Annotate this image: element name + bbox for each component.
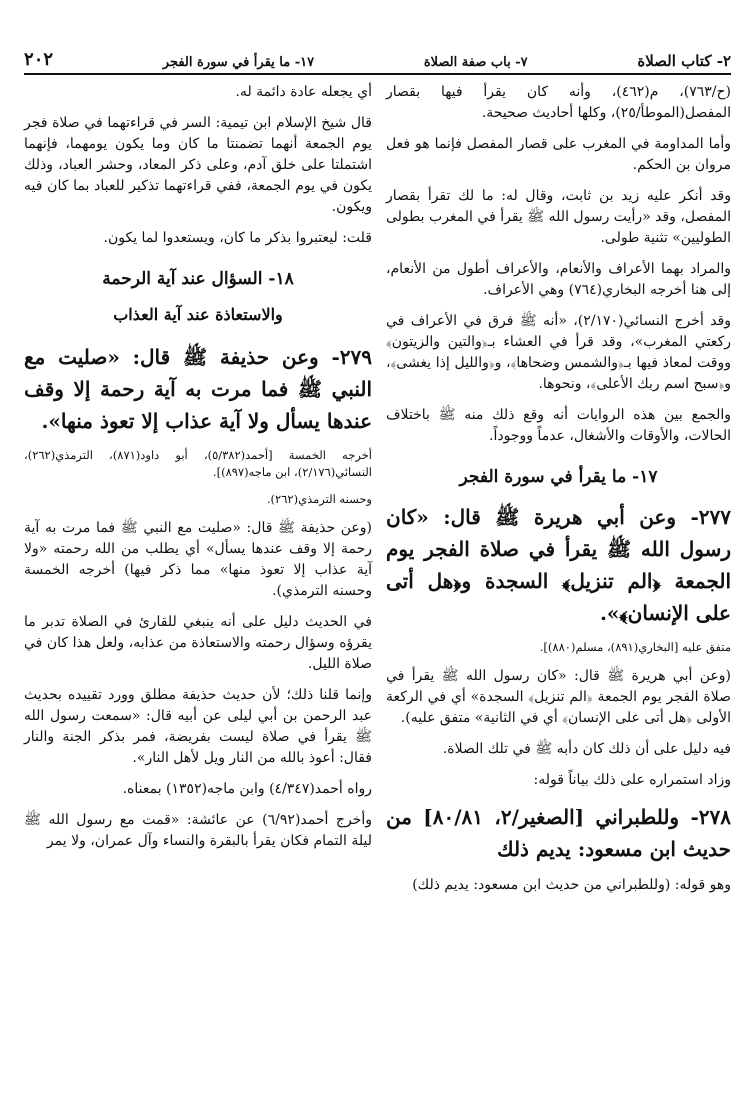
hadith-277: ٢٧٧- وعن أبي هريرة ﷺ قال: «كان رسول الله ﷺ يقرأ في صلاة الفجر يوم الجمعة ﴿الم تنزيل﴾ السجدة و﴿هل أتى على الإنسان﴾».	[386, 504, 731, 625]
paragraph: وهو قوله: (وللطبراني من حديث ابن مسعود: يديم ذلك)	[412, 876, 731, 893]
left-column	[24, 82, 372, 862]
page-header	[24, 44, 731, 75]
paragraph: (ح/٧٦٣)، م(٤٦٢)، وأنه كان يقرأ فيها بقصار المفصل(الموطأ/٢٥)، وكلها أحاديث صحيحة.	[386, 84, 732, 121]
page-number: ٢٠٢	[24, 49, 54, 70]
right-column	[386, 82, 731, 906]
paragraph: وزاد استمراره على ذلك بياناً قوله:	[533, 771, 731, 788]
paragraph: (وعن أبي هريرة ﷺ قال: «كان رسول الله ﷺ يقرأ في صلاة الفجر يوم الجمعة ﴿الم تنزيل﴾ السجدة» أي في الركعة الأولى ﴿هل أتى على الإنسان﴾ أي في الثانية» متفق عليه).	[386, 667, 731, 726]
paragraph: فيه دليل على أن ذلك كان دأبه ﷺ في تلك الصلاة.	[442, 740, 731, 757]
section-subheading-18: والاستعاذة عند آية العذاب	[113, 304, 283, 324]
paragraph: قال شيخ الإسلام ابن تيمية: السر في قراءتهما في صلاة فجر يوم الجمعة أنهما تضمنتا ما كان وما يكون يومهما، فإنهما اشتملتا على خلق آدم، وعلى ذكر المعاد، وحشر العباد، وذلك يكون في يوم الجمعة، ففي قراءتهما تذكير للعباد بما كان فيه ويكون.	[24, 115, 372, 215]
paragraph: وإنما قلنا ذلك؛ لأن حديث حذيفة مطلق وورد تقييده بحديث عبد الرحمن بن أبي ليلى عن أبيه قال: «سمعت رسول الله ﷺ يقرأ في صلاة ليست بفريضة، فمر بذكر الجنة والنار فقال: أعوذ بالله من النار ويل لأهل النار».	[24, 687, 372, 767]
paragraph: والجمع بين هذه الروايات أنه وقع ذلك منه ﷺ باختلاف الحالات، والأوقات والأشغال، عدماً ووجوداً.	[386, 407, 731, 444]
paragraph: وأما المداومة في المغرب على قصار المفصل فإنما هو فعل مروان بن الحكم.	[386, 136, 731, 173]
paragraph: قلت: ليعتبروا بذكر ما كان، ويستعدوا لما يكون.	[103, 230, 372, 246]
paragraph: أي يجعله عادة دائمة له.	[235, 84, 372, 100]
hadith-grading: وحسنه الترمذي(٢٦٢).	[266, 492, 372, 506]
hadith-278: ٢٧٨- وللطبراني [الصغير/٢، ٨٠/٨١] من حديث ابن مسعود: يديم ذلك	[386, 804, 731, 861]
paragraph: وقد أخرج النسائي(٢/١٧٠)، «أنه ﷺ فرق في الأعراف في ركعتي المغرب»، وقد قرأ في العشاء بـ﴿والتين والزيتون﴾ ووقت لمعاذ فيها بـ﴿والشمس وضحاها﴾، و﴿والليل إذا يغشى﴾، و﴿سبح اسم ربك الأعلى﴾، ونحوها.	[386, 313, 732, 392]
paragraph: وقد أنكر عليه زيد بن ثابت، وقال له: ما لك تقرأ بقصار المفصل، وقد «رأيت رسول الله ﷺ يقرأ في المغرب بطولى الطوليين» تثنية طولى.	[386, 188, 731, 246]
paragraph: وأخرج أحمد(٦/٩٢) عن عائشة: «قمت مع رسول الله ﷺ ليلة التمام فكان يقرأ بالبقرة والنساء وآل عمران، ولا يمر	[24, 812, 372, 850]
header-section-title: ١٧- ما يقرأ في سورة الفجر	[162, 55, 315, 70]
header-chapter-title: ٧- باب صفة الصلاة	[423, 55, 528, 70]
section-heading-18: ١٨- السؤال عند آية الرحمة	[102, 269, 294, 289]
paragraph: والمراد بهما الأعراف والأنعام، والأعراف أطول من الأنعام، إلى هنا أخرجه البخاري(٧٦٤) وهي الأعراف.	[386, 261, 731, 298]
hadith-279: ٢٧٩- وعن حذيفة ﷺ قال: «صليت مع النبي ﷺ فما مرت به آية رحمة إلا وقف عندها يسأل ولا آية عذاب إلا تعوذ منها».	[24, 344, 372, 433]
paragraph: في الحديث دليل على أنه ينبغي للقارئ في الصلاة تدبر ما يقرؤه وسؤال رحمته والاستعاذة من عذابه، ولعل هذا كان في صلاة الليل.	[24, 614, 372, 673]
hadith-reference: أخرجه الخمسة [أحمد(٥/٣٨٢)، أبو داود(٨٧١)، الترمذي(٢٦٢)، النسائي(٢/١٧٦)، ابن ماجه(٨٩٧)].	[24, 447, 372, 479]
section-heading-17: ١٧- ما يقرأ في سورة الفجر	[459, 467, 658, 487]
hadith-reference: متفق عليه [البخاري(٨٩١)، مسلم(٨٨٠)].	[539, 639, 731, 654]
paragraph: رواه أحمد(٤/٣٤٧) وابن ماجه(١٣٥٢) بمعناه.	[122, 781, 372, 798]
header-book-title: ٢- كتاب الصلاة	[637, 52, 731, 70]
paragraph: (وعن حذيفة ﷺ قال: «صليت مع النبي ﷺ فما مرت به آية رحمة إلا وقف عندها يسأل» أي يطلب من الله رحمته «ولا آية عذاب إلا تعوذ منها» مما ذكر فيها) أخرجه الخمسة وحسنه الترمذي).	[24, 520, 372, 600]
